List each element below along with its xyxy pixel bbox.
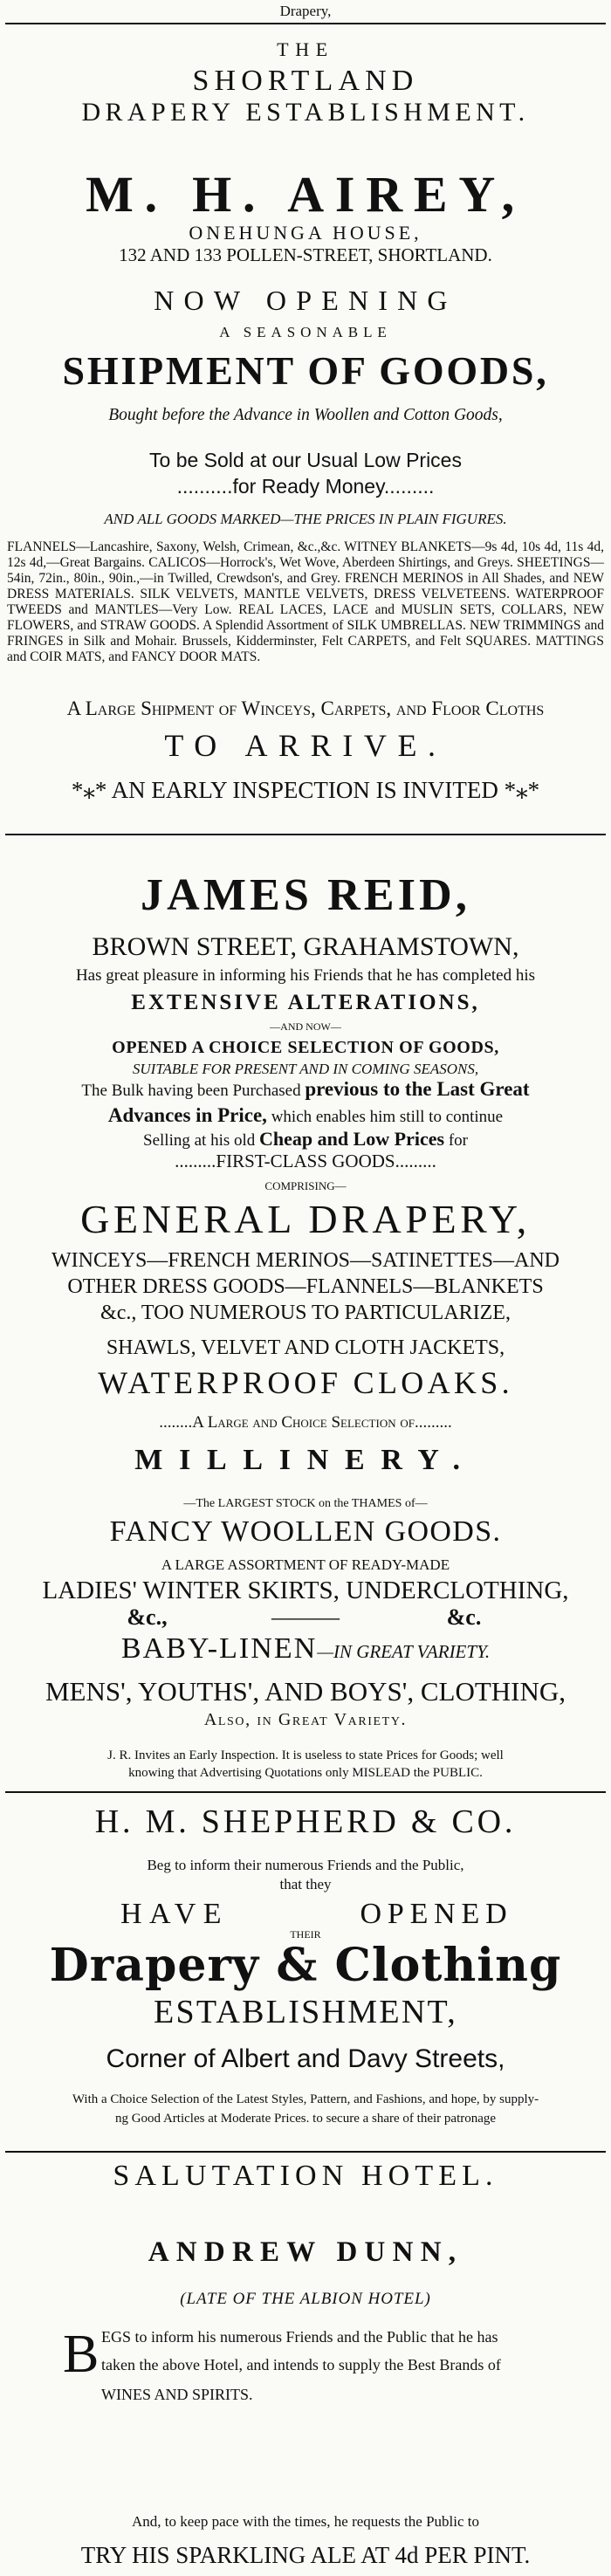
house-name: ONEHUNGA HOUSE, xyxy=(189,222,422,244)
etc-dash: ——— xyxy=(271,1604,340,1630)
mens-clothing: MENS', YOUTHS', AND BOYS', CLOTHING, xyxy=(45,1676,566,1707)
general-drapery: GENERAL DRAPERY, xyxy=(80,1197,531,1241)
large-shipment: A Large Shipment of Winceys, Carpets, and Floor Cloths xyxy=(66,697,545,719)
waterproof-cloaks: WATERPROOF CLOAKS. xyxy=(98,1365,513,1400)
bulk-emphasis: previous to the Last Great xyxy=(305,1078,530,1100)
choice-selection: ........A Large and Choice Selection of......... xyxy=(159,1413,452,1432)
beg-line-2: that they xyxy=(279,1876,332,1893)
baby-linen: BABY-LINEN xyxy=(120,1632,318,1665)
bulk-line xyxy=(0,1079,611,1099)
establishment: ESTABLISHMENT, xyxy=(154,1994,457,2030)
seasonable: A SEASONABLE xyxy=(219,324,392,340)
choice-line-1: With a Choice Selection of the Latest Styles, Pattern, and Fashions, and hope, by supply- xyxy=(72,2092,539,2106)
beg-line-1: Beg to inform their numerous Friends and the Public, xyxy=(147,1857,464,1873)
largest-stock: —The LARGEST STOCK on the THAMES of— xyxy=(183,1497,428,1510)
winceys-line-1: WINCEYS—FRENCH MERINOS—SATINETTES—AND xyxy=(51,1249,560,1272)
corner-streets: Corner of Albert and Davy Streets, xyxy=(106,2044,505,2073)
ad-the: THE xyxy=(277,38,334,60)
divider xyxy=(5,1791,606,1793)
to-arrive: TO ARRIVE. xyxy=(164,728,447,763)
hotel-name: SALUTATION HOTEL. xyxy=(113,2160,498,2192)
begs-line-3: WINES AND SPIRITS. xyxy=(101,2386,253,2403)
advances-line xyxy=(0,1105,611,1125)
drop-cap: B xyxy=(63,2325,100,2384)
first-class-goods: .........FIRST-CLASS GOODS......... xyxy=(175,1151,436,1171)
shawls: SHAWLS, VELVET AND CLOTH JACKETS, xyxy=(106,1336,505,1359)
fancy-woollen: FANCY WOOLLEN GOODS. xyxy=(109,1515,502,1548)
sparkling-ale: TRY HIS SPARKLING ALE AT 4d PER PINT. xyxy=(80,2542,531,2568)
inspection-invited: *⁎* AN EARLY INSPECTION IS INVITED *⁎* xyxy=(71,777,540,803)
address: BROWN STREET, GRAHAMSTOWN, xyxy=(92,932,519,961)
goods-list: FLANNELS—Lancashire, Saxony, Welsh, Crimean, &c.,&c. WITNEY BLANKETS—9s 4d, 10s 4d, 11s 4d, 12s 4d,—Great Bargains. CALICOS—Horrock's, Wet Wove, Aberdeen Shirtings, and Greys. SHEETINGS—54in, 72in., 80in., 90in.,—in Twilled, Crewdson's, and Grey. FRENCH MERINOS in All Shades, and NEW DRESS MATERIALS. SILK VELVETS, MANTLE VELVETS, DRESS VELVETEENS. WATERPROOF TWEEDS and MANTLES—Very Low. REAL LACES, LACE and MUSLIN SETS, COLLARS, NEW FLOWERS, and STRAW GOODS. A Splendid Assortment of SILK UMBRELLAS. NEW TRIMMINGS and FRINGES in Silk and Mohair. Brussels, Kidderminster, Felt CARPETS, and Felt SQUARES. MATTINGS and COIR MATS, and FANCY DOOR MATS. xyxy=(7,539,604,664)
choice-line-2: ng Good Articles at Moderate Prices. to secure a share of their patronage xyxy=(114,2112,497,2126)
winceys-line-2: OTHER DRESS GOODS—FLANNELS—BLANKETS xyxy=(67,1275,544,1298)
comprising: COMPRISING— xyxy=(264,1179,347,1192)
ready-made: A LARGE ASSORTMENT OF READY-MADE xyxy=(161,1556,450,1573)
opened-selection: OPENED A CHOICE SELECTION OF GOODS, xyxy=(112,1038,499,1057)
proprietor-name: ANDREW DUNN, xyxy=(148,2236,463,2268)
selling-emphasis: Cheap and Low Prices xyxy=(259,1128,445,1150)
bulk-text: The Bulk having been Purchased xyxy=(81,1082,301,1100)
merchant-name: JAMES REID, xyxy=(140,870,471,920)
have: HAVE xyxy=(120,1898,230,1930)
selling-for: for xyxy=(448,1131,468,1150)
etc-left: &c., xyxy=(127,1604,168,1630)
etc-right: &c. xyxy=(446,1604,482,1630)
invites-line-1: J. R. Invites an Early Inspection. It is useless to state Prices for Goods; well xyxy=(107,1748,504,1762)
ad-title-drapery: DRAPERY ESTABLISHMENT. xyxy=(81,98,530,127)
baby-linen-variety: —IN GREAT VARIETY. xyxy=(317,1641,491,1662)
begs-line-1: EGS to inform his numerous Friends and the Public that he has xyxy=(101,2328,498,2346)
merchant-name: M. H. AIREY, xyxy=(86,166,525,223)
have-opened-line xyxy=(0,1899,611,1929)
divider xyxy=(5,2151,606,2153)
also-variety: Also, in Great Variety. xyxy=(203,1710,408,1729)
bought-before: Bought before the Advance in Woollen and Cotton Goods, xyxy=(108,406,503,424)
divider xyxy=(5,23,606,24)
all-goods-marked: AND ALL GOODS MARKED—THE PRICES IN PLAIN FIGURES. xyxy=(104,511,507,527)
ladies-skirts: LADIES' WINTER SKIRTS, UNDERCLOTHING, xyxy=(42,1577,569,1604)
now-opening: NOW OPENING xyxy=(154,285,457,316)
late-of: (LATE OF THE ALBION HOTEL) xyxy=(180,2290,431,2308)
sold-line-2: ..........for Ready Money......... xyxy=(176,475,435,498)
advances-text: which enables him still to continue xyxy=(271,1108,504,1126)
millinery: MILLINERY. xyxy=(134,1444,477,1476)
section-header: Drapery, xyxy=(279,3,332,19)
address: 132 AND 133 POLLEN-STREET, SHORTLAND. xyxy=(119,244,492,265)
baby-linen-line xyxy=(0,1634,611,1664)
suitable-seasons: SUITABLE FOR PRESENT AND IN COMING SEASONS, xyxy=(132,1061,479,1077)
begs-line-2: taken the above Hotel, and intends to supply the Best Brands of xyxy=(101,2356,501,2373)
keep-pace: And, to keep pace with the times, he requests the Public to xyxy=(132,2513,479,2530)
alterations: EXTENSIVE ALTERATIONS, xyxy=(131,991,480,1014)
and-now: —AND NOW— xyxy=(270,1020,341,1033)
advances-emphasis: Advances in Price, xyxy=(107,1104,267,1126)
drapery-clothing: Drapery & Clothing xyxy=(49,1939,562,1992)
merchant-name: H. M. SHEPHERD & CO. xyxy=(94,1803,517,1840)
ad-title-shortland: SHORTLAND xyxy=(192,65,419,97)
sold-line-1: To be Sold at our Usual Low Prices xyxy=(149,449,462,471)
pleasure-line: Has great pleasure in informing his Friends that he has completed his xyxy=(75,966,536,985)
selling-text: Selling at his old xyxy=(143,1131,256,1150)
selling-line xyxy=(0,1130,611,1149)
shipment-heading: SHIPMENT OF GOODS, xyxy=(62,348,549,393)
their: THEIR xyxy=(290,1928,321,1941)
divider xyxy=(5,834,606,835)
etc-line xyxy=(0,1606,611,1629)
opened: OPENED xyxy=(360,1898,513,1930)
winceys-line-3: &c., TOO NUMEROUS TO PARTICULARIZE, xyxy=(100,1302,511,1324)
invites-line-2: knowing that Advertising Quotations only MISLEAD the PUBLIC. xyxy=(128,1766,483,1780)
